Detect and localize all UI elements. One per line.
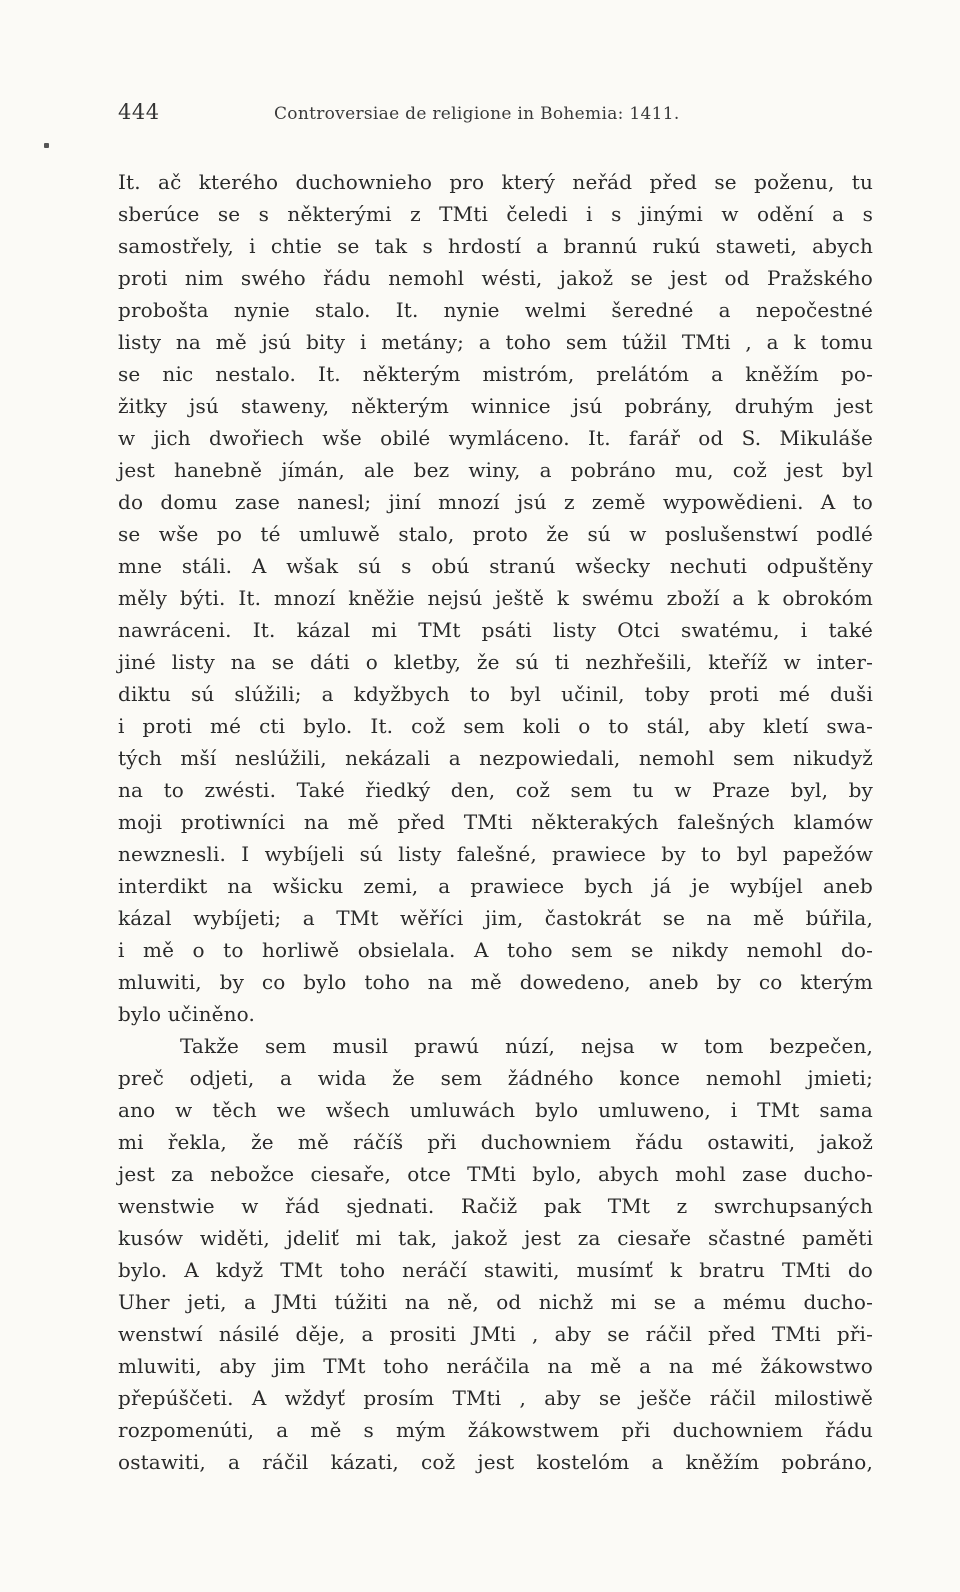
text-line: žitky jsú staweny, některým winnice jsú pobrány, druhým jest bbox=[118, 394, 873, 418]
text-line: It. ač kterého duchownieho pro který neřád před se poženu, tu bbox=[118, 170, 873, 194]
text-line: mne stáli. A wšak sú s obú stranú wšecky nechuti odpuštěny bbox=[118, 554, 873, 578]
text-line: Uher jeti, a JMti túžiti na ně, od nichž mi se a mému ducho- bbox=[118, 1290, 873, 1314]
text-line: samostřely, i chtie se tak s hrdostí a brannú rukú staweti, abych bbox=[118, 234, 873, 258]
text-line: preč odjeti, a wida že sem žádného konce nemohl jmieti; bbox=[118, 1066, 873, 1090]
text-line: wenstwí násilé děje, a prositi JMti , aby se ráčil před TMti při- bbox=[118, 1322, 873, 1346]
text-line: listy na mě jsú bity i metány; a toho sem túžil TMti , a k tomu bbox=[118, 330, 873, 354]
text-line: i proti mé cti bylo. It. což sem koli o to stál, aby kletí swa- bbox=[118, 714, 873, 738]
text-line: jiné listy na se dáti o kletby, že sú ti nezhřešili, kteříž w inter- bbox=[118, 650, 873, 674]
paragraph-end-line: bylo učiněno. bbox=[118, 1002, 255, 1026]
text-line: mluwiti, by co bylo toho na mě dowedeno, aneb by co kterým bbox=[118, 970, 873, 994]
running-head bbox=[118, 100, 878, 136]
text-line: kázal wybíjeti; a TMt wěříci jim, častokrát se na mě búřila, bbox=[118, 906, 873, 930]
text-line: w jich dwořiech wše obilé wymláceno. It. farář od S. Mikuláše bbox=[118, 426, 873, 450]
text-line: na to zwésti. Také řiedký den, což sem tu w Praze byl, by bbox=[118, 778, 873, 802]
text-line: do domu zase nanesl; jiní mnozí jsú z země wypowědieni. A to bbox=[118, 490, 873, 514]
text-line: sberúce se s některými z TMti čeledi i s jinými w odění a s bbox=[118, 202, 873, 226]
text-line: interdikt na wšicku zemi, a prawiece bych já je wybíjel aneb bbox=[118, 874, 873, 898]
text-line: kusów widěti, jdeliť mi tak, jakož jest za ciesaře sčastné paměti bbox=[118, 1226, 873, 1250]
text-line: newznesli. I wybíjeli sú listy falešné, prawiece by to byl papežów bbox=[118, 842, 873, 866]
text-line: ano w těch we wšech umluwách bylo umluweno, i TMt sama bbox=[118, 1098, 873, 1122]
text-line: jest hanebně jímán, ale bez winy, a pobráno mu, což jest byl bbox=[118, 458, 873, 482]
running-title: Controversiae de religione in Bohemia: 1411. bbox=[274, 104, 680, 124]
text-line: ostawiti, a ráčil kázati, což jest kostelóm a kněžím pobráno, bbox=[118, 1450, 873, 1474]
text-line: přepúščeti. A wždyť prosím TMti , aby se ješče ráčil milostiwě bbox=[118, 1386, 873, 1410]
text-line: měly býti. It. mnozí kněžie nejsú ještě k swému zboží a k obrokóm bbox=[118, 586, 873, 610]
text-line: rozpomenúti, a mě s mým žákowstwem při duchowniem řádu bbox=[118, 1418, 873, 1442]
text-line: moji protiwníci na mě před TMti některakých falešných klamów bbox=[118, 810, 873, 834]
text-line: mluwiti, aby jim TMt toho neráčila na mě a na mé žákowstwo bbox=[118, 1354, 873, 1378]
text-line: i mě o to horliwě obsielala. A toho sem se nikdy nemohl do- bbox=[118, 938, 873, 962]
text-line: se nic nestalo. It. některým mistróm, prelátóm a kněžím po- bbox=[118, 362, 873, 386]
text-line: mi řekla, že mě ráčíš při duchowniem řádu ostawiti, jakož bbox=[118, 1130, 873, 1154]
text-line: bylo. A když TMt toho neráčí stawiti, musímť k bratru TMti do bbox=[118, 1258, 873, 1282]
body-text bbox=[118, 166, 873, 1478]
text-line: nawráceni. It. kázal mi TMt psáti listy Otci swatému, i také bbox=[118, 618, 873, 642]
text-line: tých mší neslúžili, nekázali a nezpowiedali, nemohl sem nikudyž bbox=[118, 746, 873, 770]
margin-mark bbox=[44, 143, 49, 148]
text-line: wenstwie w řád sjednati. Račiž pak TMt z swrchupsaných bbox=[118, 1194, 873, 1218]
page-number: 444 bbox=[118, 100, 160, 124]
paragraph-first-line: Takže sem musil prawú núzí, nejsa w tom bezpečen, bbox=[180, 1034, 873, 1058]
text-line: probošta nynie stalo. It. nynie welmi šeredné a nepočestné bbox=[118, 298, 873, 322]
text-line: se wše po té umluwě stalo, proto že sú w poslušenstwí podlé bbox=[118, 522, 873, 546]
text-line: jest za nebožce ciesaře, otce TMti bylo, abych mohl zase ducho- bbox=[118, 1162, 873, 1186]
text-line: diktu sú slúžili; a kdyžbych to byl učinil, toby proti mé duši bbox=[118, 682, 873, 706]
text-line: proti nim swého řádu nemohl wésti, jakož se jest od Pražského bbox=[118, 266, 873, 290]
